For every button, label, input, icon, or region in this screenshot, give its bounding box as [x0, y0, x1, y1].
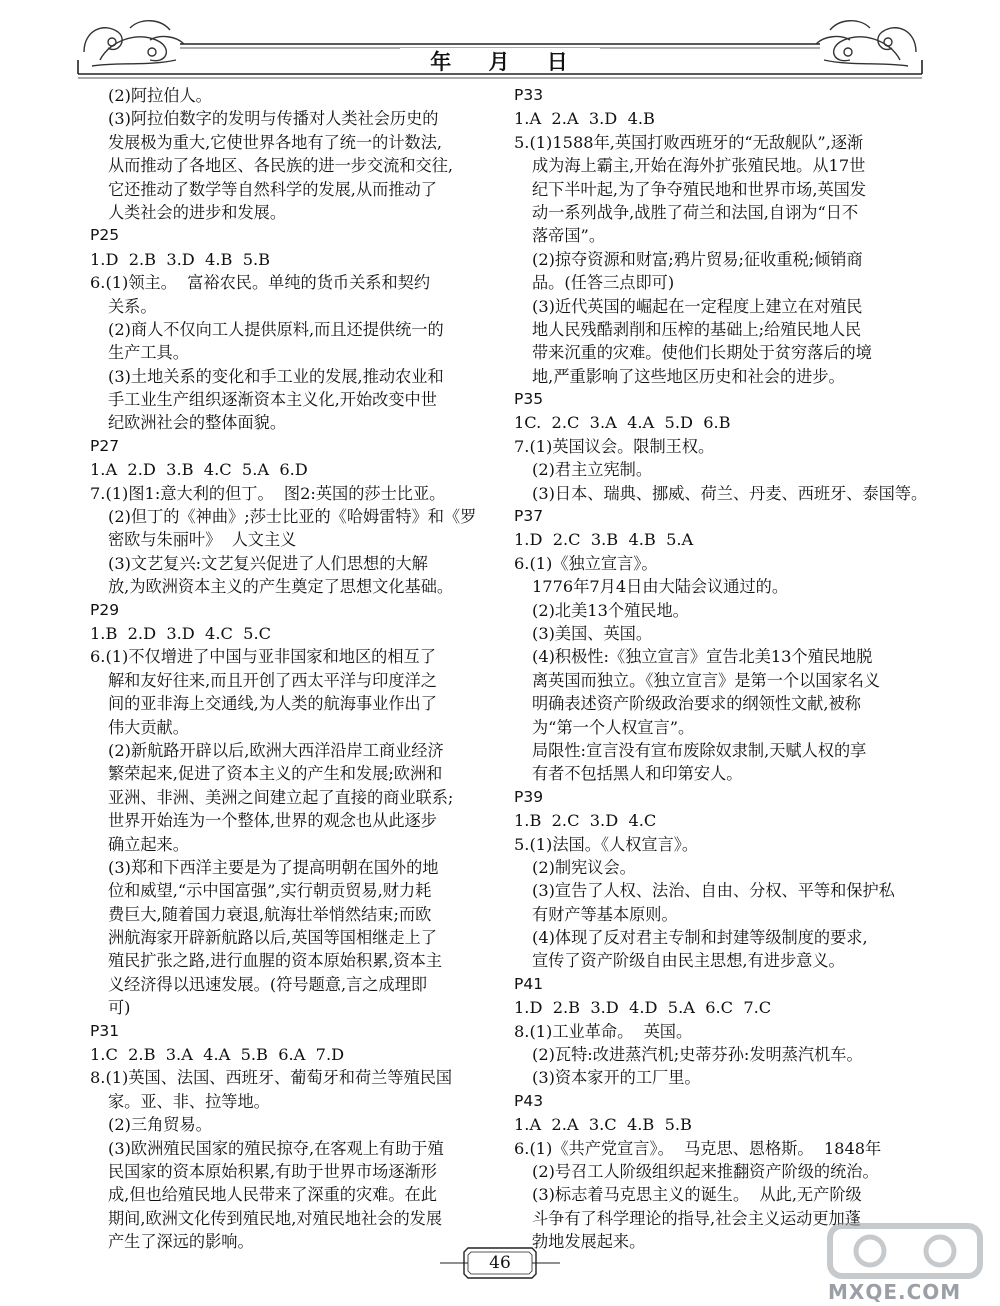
answer-line: (2)但丁的《神曲》;莎士比亚的《哈姆雷特》和《罗	[108, 507, 477, 527]
page-section-label: P33	[514, 86, 544, 104]
answer-line: 生产工具。	[108, 343, 189, 363]
answer-line: 落帝国”。	[532, 226, 606, 246]
answer-line: 1.A 2.A 3.D 4.B	[514, 109, 655, 129]
answer-line: 6.(1)领主。 富裕农民。单纯的货币关系和契约	[90, 273, 431, 293]
answer-line: 可)	[108, 998, 131, 1018]
answer-line: 带来沉重的灾难。使他们长期处于贫穷落后的境	[532, 343, 872, 363]
answer-line: 间的亚非海上交通线,为人类的航海事业作出了	[108, 694, 437, 714]
watermark-text: MXQE.COM	[828, 1280, 962, 1304]
answer-line: 6.(1)不仅增进了中国与亚非国家和地区的相互了	[90, 647, 436, 667]
answer-line: 局限性:宣言没有宣布废除奴隶制,天赋人权的享	[532, 740, 867, 760]
answer-line: 确立起来。	[108, 834, 189, 854]
header-banner	[0, 0, 1000, 80]
answer-line: 产生了深远的影响。	[108, 1232, 254, 1252]
answer-line: 1776年7月4日由大陆会议通过的。	[532, 577, 789, 597]
page-section-label: P43	[514, 1091, 544, 1110]
answer-line: 6.(1)《独立宣言》。	[514, 553, 658, 573]
answer-line: (4)体现了反对君主专制和封建等级制度的要求,	[532, 928, 868, 948]
answer-line: 宣传了资产阶级自由民主思想,有进步意义。	[532, 951, 845, 971]
answer-line: 义经济得以迅速发展。(符号题意,言之成理即	[108, 974, 428, 994]
answer-line: 品。(任答三点即可)	[532, 273, 675, 293]
answer-line: 1.D 2.C 3.B 4.B 5.A	[514, 530, 694, 550]
page-section-label: P39	[514, 787, 544, 806]
answer-line: (3)文艺复兴:文艺复兴促进了人们思想的大解	[108, 553, 428, 573]
answer-line: (3)近代英国的崛起在一定程度上建立在对殖民	[532, 296, 863, 316]
answer-column-right	[514, 84, 928, 1254]
answer-line: 动一系列战争,战胜了荷兰和法国,自诩为“日不	[532, 202, 859, 222]
answer-line: 5.(1)法国。《人权宣言》。	[514, 834, 699, 854]
answer-line: (2)新航路开辟以后,欧洲大西洋沿岸工商业经济	[108, 740, 444, 760]
answer-line: 成,但也给殖民地人民带来了深重的灾难。在此	[108, 1185, 437, 1205]
answer-line: (3)郑和下西洋主要是为了提高明朝在国外的地	[108, 857, 439, 877]
answer-line: 繁荣起来,促进了资本主义的产生和发展;欧洲和	[108, 764, 443, 784]
answer-line: 伟大贡献。	[108, 717, 189, 737]
answer-line: 有者不包括黑人和印第安人。	[532, 764, 743, 784]
page-section-label: P27	[90, 436, 120, 455]
answer-line: (3)土地关系的变化和手工业的发展,推动农业和	[108, 366, 444, 386]
page-section-label: P35	[514, 390, 544, 409]
answer-line: 1.D 2.B 3.D 4.B 5.B	[90, 249, 271, 269]
answer-line: (3)宣告了人权、法治、自由、分权、平等和保护私	[532, 881, 895, 901]
answer-line: 8.(1)英国、法国、西班牙、葡萄牙和荷兰等殖民国	[90, 1068, 453, 1088]
answer-line: 放,为欧洲资本主义的产生奠定了思想文化基础。	[108, 577, 454, 597]
answer-line: 从而推动了各地区、各民族的进一步交流和交往,	[108, 156, 454, 176]
page-section-label: P37	[514, 507, 544, 526]
answer-line: 它还推动了数学等自然科学的发展,从而推动了	[108, 179, 437, 199]
answer-line: (2)制宪议会。	[532, 857, 636, 877]
answer-line: (3)标志着马克思主义的诞生。 从此,无产阶级	[532, 1185, 862, 1205]
answer-line: 1C. 2.C 3.A 4.A 5.D 6.B	[514, 413, 731, 433]
answer-line: 发展极为重大,它使世界各地有了统一的计数法,	[108, 132, 443, 152]
answer-line: 关系。	[108, 296, 157, 316]
answer-line: (3)资本家开的工厂里。	[532, 1068, 701, 1088]
answer-line: 1.C 2.B 3.A 4.A 5.B 6.A 7.D	[90, 1045, 345, 1065]
answer-line: 纪欧洲社会的整体面貌。	[108, 413, 287, 433]
answer-line: 解和友好往来,而且开创了西太平洋与印度洋之	[108, 670, 437, 690]
page-section-label: P29	[90, 600, 120, 619]
answer-line: (2)三角贸易。	[108, 1115, 212, 1135]
answer-line: 5.(1)1588年,英国打败西班牙的“无敌舰队”,逐渐	[514, 132, 864, 152]
answer-line: 1.D 2.B 3.D 4.D 5.A 6.C 7.C	[514, 998, 772, 1018]
answer-line: 斗争有了科学理论的指导,社会主义运动更加蓬	[532, 1208, 861, 1228]
answer-line: (4)积极性:《独立宣言》宣告北美13个殖民地脱	[532, 647, 873, 667]
page-section-label: P25	[90, 226, 120, 245]
answer-line: (2)掠夺资源和财富;鸦片贸易;征收重税;倾销商	[532, 249, 863, 269]
answer-line: 1.A 2.D 3.B 4.C 5.A 6.D	[90, 460, 308, 480]
answer-line: (2)商人不仅向工人提供原料,而且还提供统一的	[108, 319, 444, 339]
answer-line: 1.B 2.D 3.D 4.C 5.C	[90, 623, 272, 643]
answer-line: 亚洲、非洲、美洲之间建立起了直接的商业联系;	[108, 787, 454, 807]
answer-line: 7.(1)图1:意大利的但丁。 图2:英国的莎士比亚。	[90, 483, 446, 503]
answer-line: 民国家的资本原始积累,有助于世界市场逐渐形	[108, 1161, 437, 1181]
answer-line: 地人民残酷剥削和压榨的基础上;给殖民地人民	[532, 319, 862, 339]
answer-line: 成为海上霸主,开始在海外扩张殖民地。从17世	[532, 156, 866, 176]
answer-line: 1.B 2.C 3.D 4.C	[514, 811, 657, 831]
answer-line: 有财产等基本原则。	[532, 904, 678, 924]
answer-line: 8.(1)工业革命。 英国。	[514, 1021, 693, 1041]
answer-line: 洲航海家开辟新航路以后,英国等国相继走上了	[108, 928, 437, 948]
answer-line: 费巨大,随着国力衰退,航海壮举悄然结束;而欧	[108, 904, 432, 924]
answer-line: 家。亚、非、拉等地。	[108, 1091, 270, 1111]
answer-line: (2)北美13个殖民地。	[532, 600, 689, 620]
answer-line: 勃地发展起来。	[532, 1232, 646, 1252]
answer-line: 世界开始连为一个整体,世界的观念也从此逐步	[108, 811, 437, 831]
answer-line: (2)瓦特:改进蒸汽机;史蒂芬孙:发明蒸汽机车。	[532, 1045, 863, 1065]
answer-line: (3)阿拉伯数字的发明与传播对人类社会历史的	[108, 109, 439, 129]
answer-line: 7.(1)英国议会。限制王权。	[514, 436, 715, 456]
answer-line: 手工业生产组织逐渐资本主义化,开始改变中世	[108, 390, 437, 410]
answer-line: 明确表述资产阶级政治要求的纲领性文献,被称	[532, 694, 861, 714]
answer-line: (3)日本、瑞典、挪威、荷兰、丹麦、西班牙、泰国等。	[532, 483, 928, 503]
answer-line: 离英国而独立。《独立宣言》是第一个以国家名义	[532, 670, 881, 690]
answer-line: (2)君主立宪制。	[532, 460, 653, 480]
answer-line: (2)号召工人阶级组织起来推翻资产阶级的统治。	[532, 1161, 879, 1181]
page-section-label: P31	[90, 1021, 120, 1040]
answer-line: 位和威望,“示中国富强”,实行朝贡贸易,财力耗	[108, 881, 432, 901]
answer-line: (2)阿拉伯人。	[108, 86, 212, 105]
answer-line: (3)美国、英国。	[532, 623, 653, 643]
page-number: 46	[489, 1253, 511, 1273]
answer-column-left	[90, 84, 492, 1254]
answer-line: 密欧与朱丽叶》 人文主义	[108, 530, 297, 550]
date-heading: 年 月 日	[430, 50, 570, 74]
answer-line: 为“第一个人权宣言”。	[532, 717, 695, 737]
answer-line: 人类社会的进步和发展。	[108, 202, 287, 222]
answer-line: (3)欧洲殖民国家的殖民掠夺,在客观上有助于殖	[108, 1138, 444, 1158]
answer-line: 地,严重影响了这些地区历史和社会的进步。	[532, 366, 845, 386]
answer-line: 1.A 2.A 3.C 4.B 5.B	[514, 1115, 692, 1135]
page-section-label: P41	[514, 974, 544, 993]
answer-line: 期间,欧洲文化传到殖民地,对殖民地社会的发展	[108, 1208, 443, 1228]
answer-line: 纪下半叶起,为了争夺殖民地和世界市场,英国发	[532, 179, 867, 199]
answer-line: 6.(1)《共产党宣言》。 马克思、恩格斯。 1848年	[514, 1138, 882, 1158]
answer-line: 殖民扩张之路,进行血腥的资本原始积累,资本主	[108, 951, 443, 971]
